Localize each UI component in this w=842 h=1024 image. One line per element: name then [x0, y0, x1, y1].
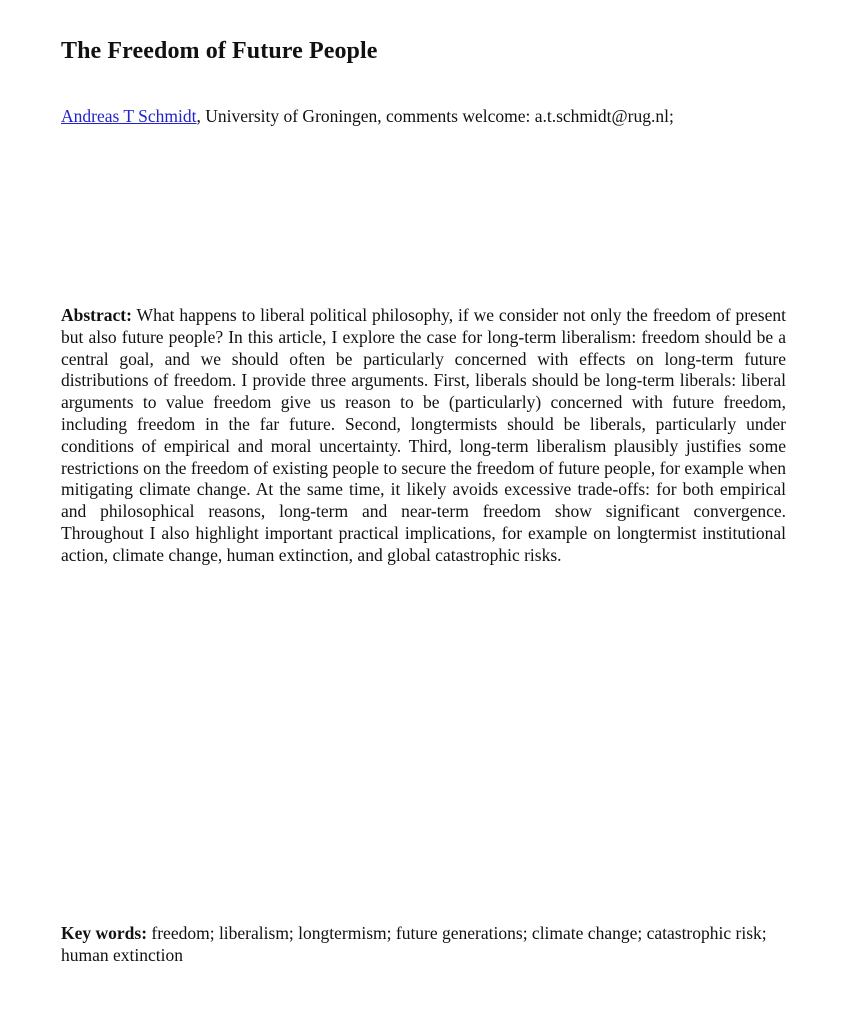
- keywords-label: Key words:: [61, 923, 148, 943]
- abstract-paragraph: [61, 305, 786, 567]
- author-name-link[interactable]: Andreas T Schmidt: [61, 106, 197, 126]
- abstract-label: Abstract:: [61, 305, 132, 325]
- author-affiliation: , University of Groningen, comments welcome: a.t.schmidt@rug.nl;: [196, 106, 674, 126]
- abstract-text: What happens to liberal political philosophy, if we consider not only the freedom of present but also future people? In this article, I explore the case for long-term liberalism: freedom should be a central goal, and we should often be particularly concerned with effects on long-term future distributions of freedom. I provide three arguments. First, liberals should be long-term liberals: liberal arguments to value freedom give us reason to be (particularly) concerned with future freedom, including freedom in the far future. Second, longtermists should be liberals, particularly under conditions of empirical and moral uncertainty. Third, long-term liberalism plausibly justifies some restrictions on the freedom of existing people to secure the freedom of future people, for example when mitigating climate change. At the same time, it likely avoids excessive trade-offs: for both empirical and philosophical reasons, long-term and near-term freedom show significant convergence. Throughout I also highlight important practical implications, for example on longtermist institutional action, climate change, human extinction, and global catastrophic risks.: [61, 305, 786, 565]
- author-line: [61, 106, 674, 127]
- paper-title: The Freedom of Future People: [61, 38, 378, 64]
- keywords-paragraph: [61, 922, 786, 966]
- keywords-text: freedom; liberalism; longtermism; future generations; climate change; catastrophic risk; human extinction: [61, 923, 767, 965]
